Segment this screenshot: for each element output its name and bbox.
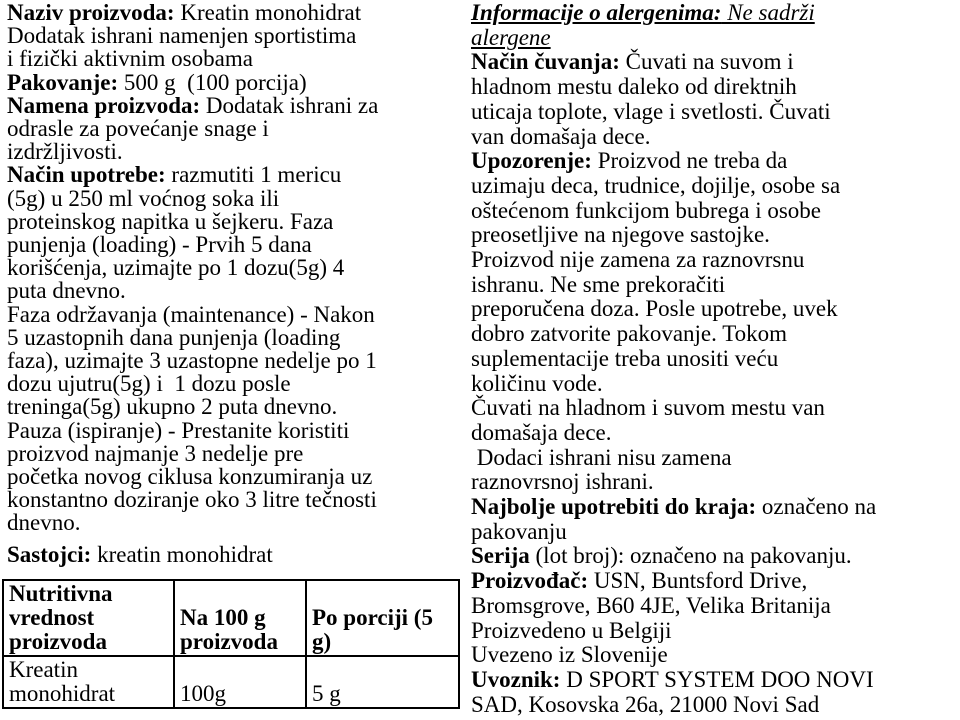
field-value: 5 uzastopnih dana punjenja (loading <box>7 324 341 350</box>
nutrition-table-body <box>3 656 459 708</box>
field-value: punjenja (loading) - Prvih 5 dana <box>7 232 312 258</box>
text-line <box>471 125 959 150</box>
text-line <box>471 520 959 545</box>
field-value: raznovrsnoj ishrani. <box>471 469 654 495</box>
text-line <box>7 442 459 465</box>
importer-line <box>471 668 959 693</box>
nutrition-table-head <box>3 580 459 656</box>
text-line <box>471 100 959 125</box>
text-line <box>471 297 959 322</box>
text-line <box>471 75 959 100</box>
ingredients-line <box>7 543 459 566</box>
field-value: odrasle za povećanje snage i <box>7 116 269 142</box>
field-value: razmutiti 1 mericu <box>165 162 342 188</box>
text-line <box>7 187 459 210</box>
field-value: Dodaci ishrani nisu zamena <box>471 444 732 470</box>
allergen-info-line <box>471 1 959 26</box>
field-label: Upozorenje: <box>471 148 592 174</box>
field-value: uticaja toplote, vlage i svetlosti. Čuvati <box>471 98 831 124</box>
text-line <box>471 248 959 273</box>
field-value: Pauza (ispiranje) - Prestanite koristiti <box>7 417 350 443</box>
text-line <box>471 421 959 446</box>
field-value: treninga(5g) ukupno 2 puta dnevno. <box>7 394 338 420</box>
field-value: domašaja dece. <box>471 419 612 445</box>
field-value: dobro zatvorite pakovanje. Tokom <box>471 321 788 347</box>
field-value: Dodatak ishrani za <box>200 92 379 118</box>
table-header-row <box>3 580 459 656</box>
text-line <box>7 256 459 279</box>
field-value: uzimaju deca, trudnice, dojilje, osobe sa <box>471 172 841 198</box>
text-line <box>471 396 959 421</box>
text-line <box>7 279 459 302</box>
field-value: Faza održavanja (maintenance) - Nakon <box>7 301 375 327</box>
field-value: Čuvati na hladnom i suvom mestu van <box>471 395 825 421</box>
right-column <box>471 1 959 717</box>
field-value: USN, Buntsford Drive, <box>588 568 808 594</box>
field-label: Pakovanje: <box>7 69 119 95</box>
text-line <box>471 174 959 199</box>
text-line <box>471 470 959 495</box>
usage-line <box>7 163 459 186</box>
field-value: Kreatin monohidrat <box>174 0 362 25</box>
field-value: ishranu. Ne sme prekoračiti <box>471 271 726 297</box>
field-value: Ne sadrži <box>721 0 815 25</box>
field-label: Najbolje upotrebiti do kraja: <box>471 494 757 520</box>
field-value: Dodatak ishrani namenjen sportistima <box>7 23 357 49</box>
warning-line <box>471 149 959 174</box>
field-value: proizvod najmanje 3 nedelje pre <box>7 440 304 466</box>
field-value: preosetljive na njegove sastojke. <box>471 222 770 248</box>
field-value: Čuvati na suvom i <box>619 49 794 75</box>
text-line <box>471 594 959 619</box>
field-value: alergene <box>471 24 551 50</box>
text-line <box>7 349 459 372</box>
storage-line <box>471 50 959 75</box>
field-label: Informacije o alergenima: <box>471 0 722 25</box>
field-value: korišćenja, uzimajte po 1 dozu(5g) 4 <box>7 255 345 281</box>
field-value: SAD, Kosovska 26a, 21000 Novi Sad <box>471 691 820 717</box>
text-line <box>7 303 459 326</box>
packaging-line <box>7 71 459 94</box>
table-header-cell: Po porciji (5 g) <box>306 580 459 656</box>
text-line <box>7 326 459 349</box>
text-line <box>7 372 459 395</box>
lot-line <box>471 544 959 569</box>
text-line <box>7 395 459 418</box>
table-row <box>3 656 459 708</box>
field-label: Proizvođač: <box>471 568 589 594</box>
field-value: hladnom mestu daleko od direktnih <box>471 74 797 100</box>
field-value: i fizički aktivnim osobama <box>7 46 253 72</box>
field-value: pakovanju <box>471 518 567 544</box>
field-label: Uvoznik: <box>471 666 561 692</box>
text-line <box>7 24 459 47</box>
field-value: Uvezeno iz Slovenije <box>471 642 668 668</box>
text-line <box>7 233 459 256</box>
text-line <box>7 117 459 140</box>
table-cell: 100g <box>174 656 306 708</box>
field-value: suplementacije treba unositi veću <box>471 345 779 371</box>
table-header-cell: Nutritivna vrednost proizvoda <box>3 580 174 656</box>
field-value: preporučena doza. Posle upotrebe, uvek <box>471 296 838 322</box>
purpose-line <box>7 94 459 117</box>
text-line <box>471 693 959 718</box>
field-label: Naziv proizvoda: <box>7 0 175 25</box>
field-value: dozu ujutru(5g) i 1 dozu posle <box>7 371 291 397</box>
table-cell: Kreatin monohidrat <box>3 656 174 708</box>
text-line <box>471 347 959 372</box>
field-value: Bromsgrove, B60 4JE, Velika Britanija <box>471 592 831 618</box>
field-value: kreatin monohidrat <box>91 541 273 567</box>
table-header-cell: Na 100 g proizvoda <box>174 580 306 656</box>
text-line <box>471 643 959 668</box>
text-line <box>7 210 459 233</box>
field-value: početka novog ciklusa konzumiranja uz <box>7 464 373 490</box>
field-value: izdržljivosti. <box>7 139 123 165</box>
field-value: (lot broj): označeno na pakovanju. <box>529 543 852 569</box>
field-label: Namena proizvoda: <box>7 92 201 118</box>
text-line <box>471 446 959 471</box>
field-label: Sastojci: <box>7 541 92 567</box>
field-value: oštećenom funkcijom bubrega i osobe <box>471 197 822 223</box>
field-value: Proizvod nije zamena za raznovrsnu <box>471 247 805 273</box>
field-label: Način upotrebe: <box>7 162 166 188</box>
manufacturer-line <box>471 569 959 594</box>
field-value: van domašaja dece. <box>471 123 651 149</box>
nutrition-table <box>2 579 460 709</box>
field-value: Proizvedeno u Belgiji <box>471 617 672 643</box>
text-line <box>471 199 959 224</box>
product-name-line <box>7 1 459 24</box>
field-label: Serija <box>471 543 530 569</box>
field-value: 500 g (100 porcija) <box>118 69 307 95</box>
text-line <box>7 465 459 488</box>
field-value: puta dnevno. <box>7 278 126 304</box>
field-value: konstantno doziranje oko 3 litre tečnosti <box>7 487 377 513</box>
text-line <box>7 419 459 442</box>
text-line <box>471 26 959 51</box>
text-line <box>7 511 459 534</box>
field-value: dnevno. <box>7 510 81 536</box>
text-line <box>7 47 459 70</box>
field-value: proteinskog napitka u šejkeru. Faza <box>7 208 334 234</box>
best-before-line <box>471 495 959 520</box>
text-line <box>7 140 459 163</box>
field-value: faza), uzimajte 3 uzastopne nedelje po 1 <box>7 348 377 374</box>
text-line <box>471 223 959 248</box>
table-cell: 5 g <box>306 656 459 708</box>
text-line <box>471 619 959 644</box>
text-line <box>471 273 959 298</box>
field-value: količinu vode. <box>471 370 603 396</box>
field-value: D SPORT SYSTEM DOO NOVI <box>560 666 874 692</box>
text-line <box>471 372 959 397</box>
field-value: označeno na <box>756 494 877 520</box>
field-value: Proizvod ne treba da <box>591 148 788 174</box>
field-label: Način čuvanja: <box>471 49 620 75</box>
field-value: (5g) u 250 ml voćnog soka ili <box>7 185 280 211</box>
left-column <box>7 1 459 566</box>
text-line <box>471 322 959 347</box>
text-line <box>7 488 459 511</box>
